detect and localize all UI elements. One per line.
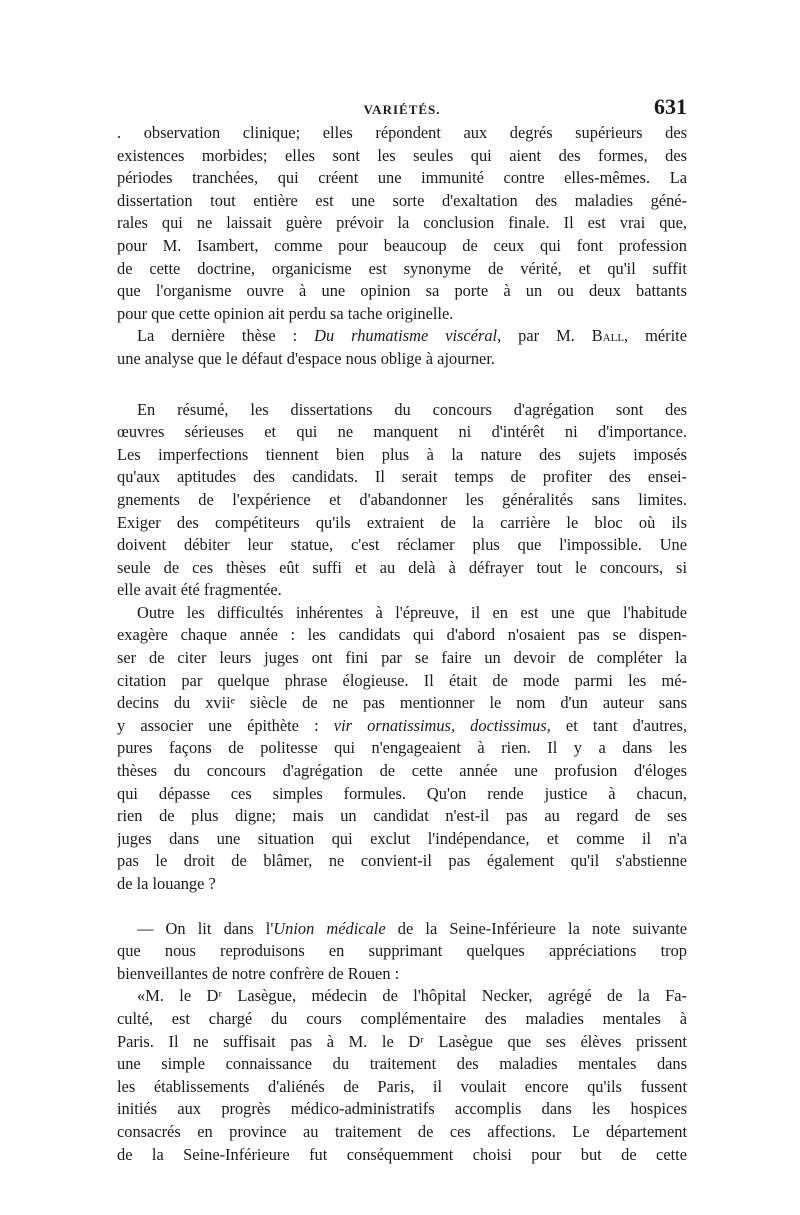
- text-line: pour M. Isambert, comme pour beaucoup de ceux qui font profession: [117, 235, 687, 255]
- paragraph-flattery: [117, 602, 687, 896]
- text-line: existences morbides; elles sont les seules qui aient des formes, des: [117, 145, 687, 165]
- text-line: pas le droit de blâmer, ne convient-il pas également qu'il s'abstienne: [117, 851, 687, 871]
- text-run: y associer une épithète :: [117, 715, 334, 735]
- text-line: que l'organisme ouvre à une opinion sa porte à un ou deux battants: [117, 281, 687, 301]
- text-line: périodes tranchées, qui créent une immunité contre elles-mêmes. La: [117, 168, 687, 188]
- paragraph-last-thesis: [117, 325, 687, 370]
- text-line: decins du xviiᵉ siècle de ne pas mentionner le nom d'un auteur sans: [117, 693, 687, 713]
- text-line: pures façons de politesse qui n'engageaient à rien. Il y a dans les: [117, 738, 687, 758]
- text-line: de cette doctrine, organicisme est synonyme de vérité, et qu'il suffit: [117, 258, 687, 278]
- text-line: [117, 715, 687, 738]
- text-line: les établissements d'aliénés de Paris, il voulait encore qu'ils fussent: [117, 1076, 687, 1096]
- paragraph-continuation: [117, 122, 687, 325]
- text-line: thèses du concours d'agrégation de cette année une profusion d'éloges: [117, 761, 687, 781]
- text-line: . observation clinique; elles répondent aux degrés supérieurs des: [117, 123, 687, 142]
- thesis-title: Du rhumatisme viscéral,: [314, 326, 502, 346]
- text-line: une analyse que le défaut d'espace nous oblige à ajourner.: [117, 348, 495, 368]
- author-name: Ball,: [591, 326, 629, 346]
- text-line: Outre les difficultés inhérentes à l'épreuve, il en est une que l'habitude: [137, 602, 687, 622]
- text-line: ser de citer leurs juges ont fini par se faire un devoir de compléter la: [117, 648, 687, 668]
- text-line: qu'aux aptitudes des candidats. Il serait temps de profiter des ensei-: [117, 467, 687, 487]
- latin-phrase: vir ornatissimus, doctissimus,: [333, 715, 551, 735]
- text-run: de la Seine-Inférieure la note suivante: [385, 918, 687, 938]
- text-line: Exiger des compétiteurs qu'ils extraient de la carrière le bloc où ils: [117, 512, 687, 532]
- page-number: 631: [654, 94, 687, 119]
- text-line: initiés aux progrès médico-administratifs accomplis dans les hospices: [117, 1099, 687, 1119]
- text-line: que nous reproduisons en supprimant quelques appréciations trop: [117, 941, 687, 961]
- paragraph-summary: [117, 399, 687, 602]
- text-line: gnements de l'expérience et d'abandonner les généralités sans limites.: [117, 489, 687, 509]
- section-gap: [117, 371, 687, 399]
- journal-title: Union médicale: [273, 918, 386, 938]
- page: [117, 94, 687, 1166]
- text-line: œuvres sérieuses et qui ne manquent ni d'intérêt ni d'importance.: [117, 422, 687, 442]
- text-line: rales qui ne laissait guère prévoir la conclusion finale. Il est vrai que,: [117, 213, 687, 233]
- text-line: de la louange ?: [117, 874, 216, 893]
- text-line: elle avait été fragmentée.: [117, 580, 282, 600]
- text-line: Les imperfections tiennent bien plus à la nature des sujets imposés: [117, 444, 687, 464]
- text-run: et tant d'autres,: [550, 715, 687, 735]
- text-run: mérite: [628, 326, 687, 346]
- text-line: «M. le Dʳ Lasègue, médecin de l'hôpital Necker, agrégé de la Fa-: [137, 986, 687, 1006]
- text-line: [117, 918, 687, 941]
- text-run: par M.: [501, 326, 592, 346]
- text-line: En résumé, les dissertations du concours d'agrégation sont des: [137, 399, 687, 419]
- text-line: rien de plus digne; mais un candidat n'est-il pas au regard de ses: [117, 806, 687, 826]
- text-run: La dernière thèse :: [137, 326, 315, 346]
- text-line: de la Seine-Inférieure fut conséquemment choisi pour but de cette: [117, 1144, 687, 1164]
- paragraph-union-medicale: [117, 918, 687, 986]
- running-head-title: VARIÉTÉS.: [363, 102, 441, 117]
- text-line: qui dépasse ces simples formules. Qu'on rende justice à chacun,: [117, 783, 687, 803]
- text-line: Paris. Il ne suffisait pas à M. le Dʳ Lasègue que ses élèves prissent: [117, 1031, 687, 1051]
- text-line: culté, est chargé du cours complémentaire des maladies mentales à: [117, 1008, 687, 1028]
- text-line: bienveillantes de notre confrère de Rouen :: [117, 963, 400, 983]
- text-line: [117, 325, 687, 348]
- text-line: consacrés en province au traitement de ces affections. Le département: [117, 1121, 687, 1141]
- text-line: exagère chaque année : les candidats qui d'abord n'osaient pas se dispen-: [117, 625, 687, 645]
- text-line: dissertation tout entière est une sorte d'exaltation des maladies géné-: [117, 190, 687, 210]
- text-line: doivent débiter leur statue, c'est réclamer plus que l'impossible. Une: [117, 535, 687, 555]
- text-line: pour que cette opinion ait perdu sa tache originelle.: [117, 303, 454, 323]
- section-gap: [117, 896, 687, 918]
- text-line: citation par quelque phrase élogieuse. Il était de mode parmi les mé-: [117, 670, 687, 690]
- text-line: une simple connaissance du traitement des maladies mentales dans: [117, 1054, 687, 1074]
- paragraph-quoted-note: [117, 985, 687, 1166]
- running-head: [117, 94, 687, 122]
- text-line: seule de ces thèses eût suffi et au delà à défrayer tout le concours, si: [117, 557, 687, 577]
- text-line: juges dans une situation qui exclut l'indépendance, et comme il n'a: [117, 828, 687, 848]
- text-run: — On lit dans l': [137, 918, 274, 938]
